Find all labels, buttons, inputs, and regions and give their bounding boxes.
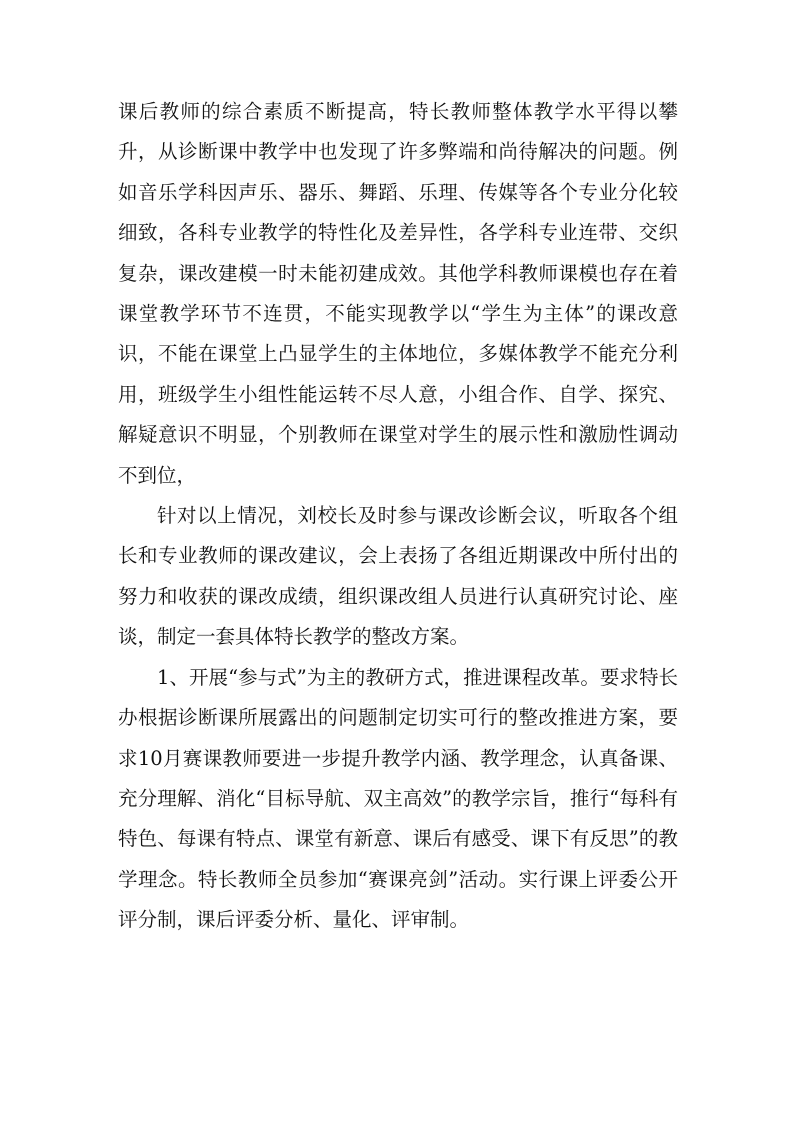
document-body — [118, 92, 678, 941]
paragraph-measure-1: 1、开展“参与式”为主的教研方式，推进课程改革。要求特长办根据诊断课所展露出的问题制定切实可行的整改推进方案，要求10月赛课教师要进一步提升教学内涵、教学理念，认真备课、充分理解、消化“目标导航、双主高效”的教学宗旨，推行“每科有特色、每课有特点、课堂有新意、课后有感受、课下有反思”的教学理念。特长教师全员参加“赛课亮剑”活动。实行课上评委公开评分制，课后评委分析、量化、评审制。 — [118, 665, 678, 932]
paragraph-principal-response: 针对以上情况，刘校长及时参与课改诊断会议，听取各个组长和专业教师的课改建议，会上表扬了各组近期课改中所付出的努力和收获的课改成绩，组织课改组人员进行认真研究讨论、座谈，制定一套具体特长教学的整改方案。 — [118, 504, 678, 649]
paragraph-continuation: 课后教师的综合素质不断提高，特长教师整体教学水平得以攀升，从诊断课中教学中也发现了许多弊端和尚待解决的问题。例如音乐学科因声乐、器乐、舞蹈、乐理、传媒等各个专业分化较细致，各科专业教学的特性化及差异性，各学科专业连带、交织复杂，课改建模一时未能初建成效。其他学科教师课模也存在着课堂教学环节不连贯，不能实现教学以“学生为主体”的课改意识，不能在课堂上凸显学生的主体地位，多媒体教学不能充分利用，班级学生小组性能运转不尽人意，小组合作、自学、探究、解疑意识不明显，个别教师在课堂对学生的展示性和激励性调动不到位， — [118, 100, 678, 487]
